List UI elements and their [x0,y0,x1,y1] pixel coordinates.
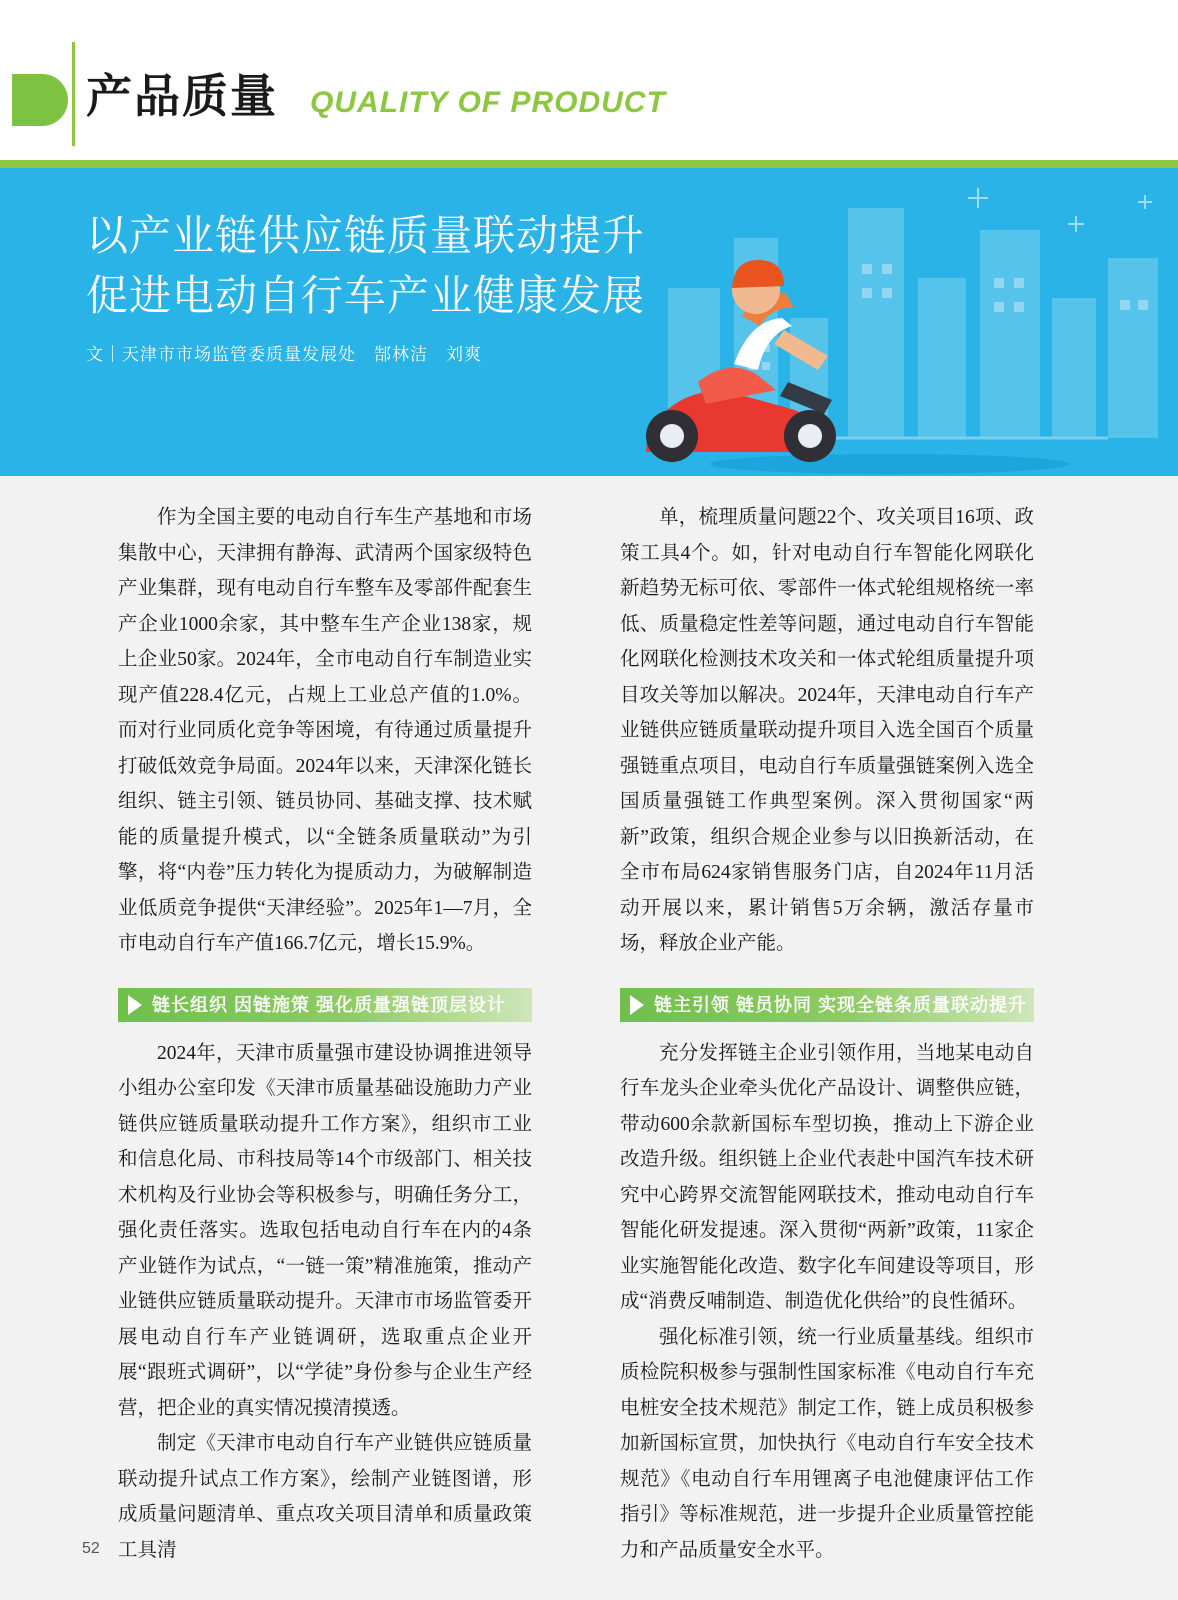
header-separator [0,160,1178,168]
section-heading-label: 链主引领 链员协同 实现全链条质量联动提升 [654,994,1027,1015]
page-header [0,0,1178,168]
paragraph: 强化标准引领，统一行业质量基线。组织市质检院积极参与强制性国家标准《电动自行车充电桩安全技术规范》制定工作，链上成员积极参加新国标宣贯，加快执行《电动自行车安全技术规范》《电动自行车用锂离子电池健康评估工作指引》等标准规范，进一步提升企业质量管控能力和产品质量安全水平。 [620,1326,1034,1561]
page-number: 52 [82,1540,100,1557]
article-title [86,206,645,326]
paragraph: 作为全国主要的电动自行车生产基地和市场集散中心，天津拥有静海、武清两个国家级特色产业集群，现有电动自行车整车及零部件配套生产企业1000余家，其中整车生产企业138家，规上企业50家。2024年，全市电动自行车制造业实现产值228.4亿元，占规上工业总产值的1.0%。而对行业同质化竞争等困境，有待通过质量提升打破低效竞争局面。2024年以来，天津深化链长组织、链主引领、链员协同、基础支撑、技术赋能的质量提升模式，以“全链条质量联动”为引擎，将“内卷”压力转化为提质动力，为破解制造业低质竞争提供“天津经验”。2025年1—7月，全市电动自行车产值166.7亿元，增长15.9%。 [118,507,532,954]
page-title-english: QUALITY OF PRODUCT [310,86,666,119]
paragraph: 制定《天津市电动自行车产业链供应链质量联动提升试点工作方案》，绘制产业链图谱，形成质量问题清单、重点攻关项目清单和质量政策工具清 [118,1433,532,1561]
section-heading-left [118,988,532,1022]
page-title: 产品质量 [86,70,278,122]
paragraph: 充分发挥链主企业引领作用，当地某电动自行车龙头企业牵头优化产品设计、调整供应链，带动600余款新国标车型切换，推动上下游企业改造升级。组织链上企业代表赴中国汽车技术研究中心跨界交流智能网联技术，推动电动自行车智能化研发提速。深入贯彻“两新”政策，11家企业实施智能化改造、数字化车间建设等项目，形成“消费反哺制造、制造优化供给”的良性循环。 [620,1042,1034,1312]
article-byline: 文｜天津市市场监管委质量发展处 郜林洁 刘爽 [86,345,482,364]
section-heading-right [620,988,1034,1022]
header-accent-pill [12,74,68,126]
city-skyline-illustration [638,168,1178,476]
paragraph: 单，梳理质量问题22个、攻关项目16项、政策工具4个。如，针对电动自行车智能化网联化新趋势无标可依、零部件一体式轮组规格统一率低、质量稳定性差等问题，通过电动自行车智能化网联化检测技术攻关和一体式轮组质量提升项目攻关等加以解决。2024年，天津电动自行车产业链供应链质量联动提升项目入选全国百个质量强链重点项目，电动自行车质量强链案例入选全国质量强链工作典型案例。深入贯彻国家“两新”政策，组织合规企业参与以旧换新活动，在全市布局624家销售服务门店，自2024年11月活动开展以来，累计销售5万余辆，激活存量市场，释放企业产能。 [620,507,1034,954]
arrow-icon [630,995,644,1015]
arrow-icon [128,995,142,1015]
paragraph: 2024年，天津市质量强市建设协调推进领导小组办公室印发《天津市质量基础设施助力产业链供应链质量联动提升工作方案》，组织市工业和信息化局、市科技局等14个市级部门、相关技术机构及行业协会等积极参与，明确任务分工，强化责任落实。选取包括电动自行车在内的4条产业链作为试点，“一链一策”精准施策，推动产业链供应链质量联动提升。天津市市场监管委开展电动自行车产业链调研，选取重点企业开展“跟班式调研”，以“学徒”身份参与企业生产经营，把企业的真实情况摸清摸透。 [118,1042,532,1419]
header-vertical-rule [72,42,75,146]
hero-banner [0,168,1178,476]
article-title-line2: 促进电动自行车产业健康发展 [86,272,646,319]
section-heading-label: 链长组织 因链施策 强化质量强链顶层设计 [152,994,507,1015]
left-column [118,500,532,1568]
article-title-line1: 以产业链供应链质量联动提升 [86,212,646,259]
right-column [620,500,1034,1568]
